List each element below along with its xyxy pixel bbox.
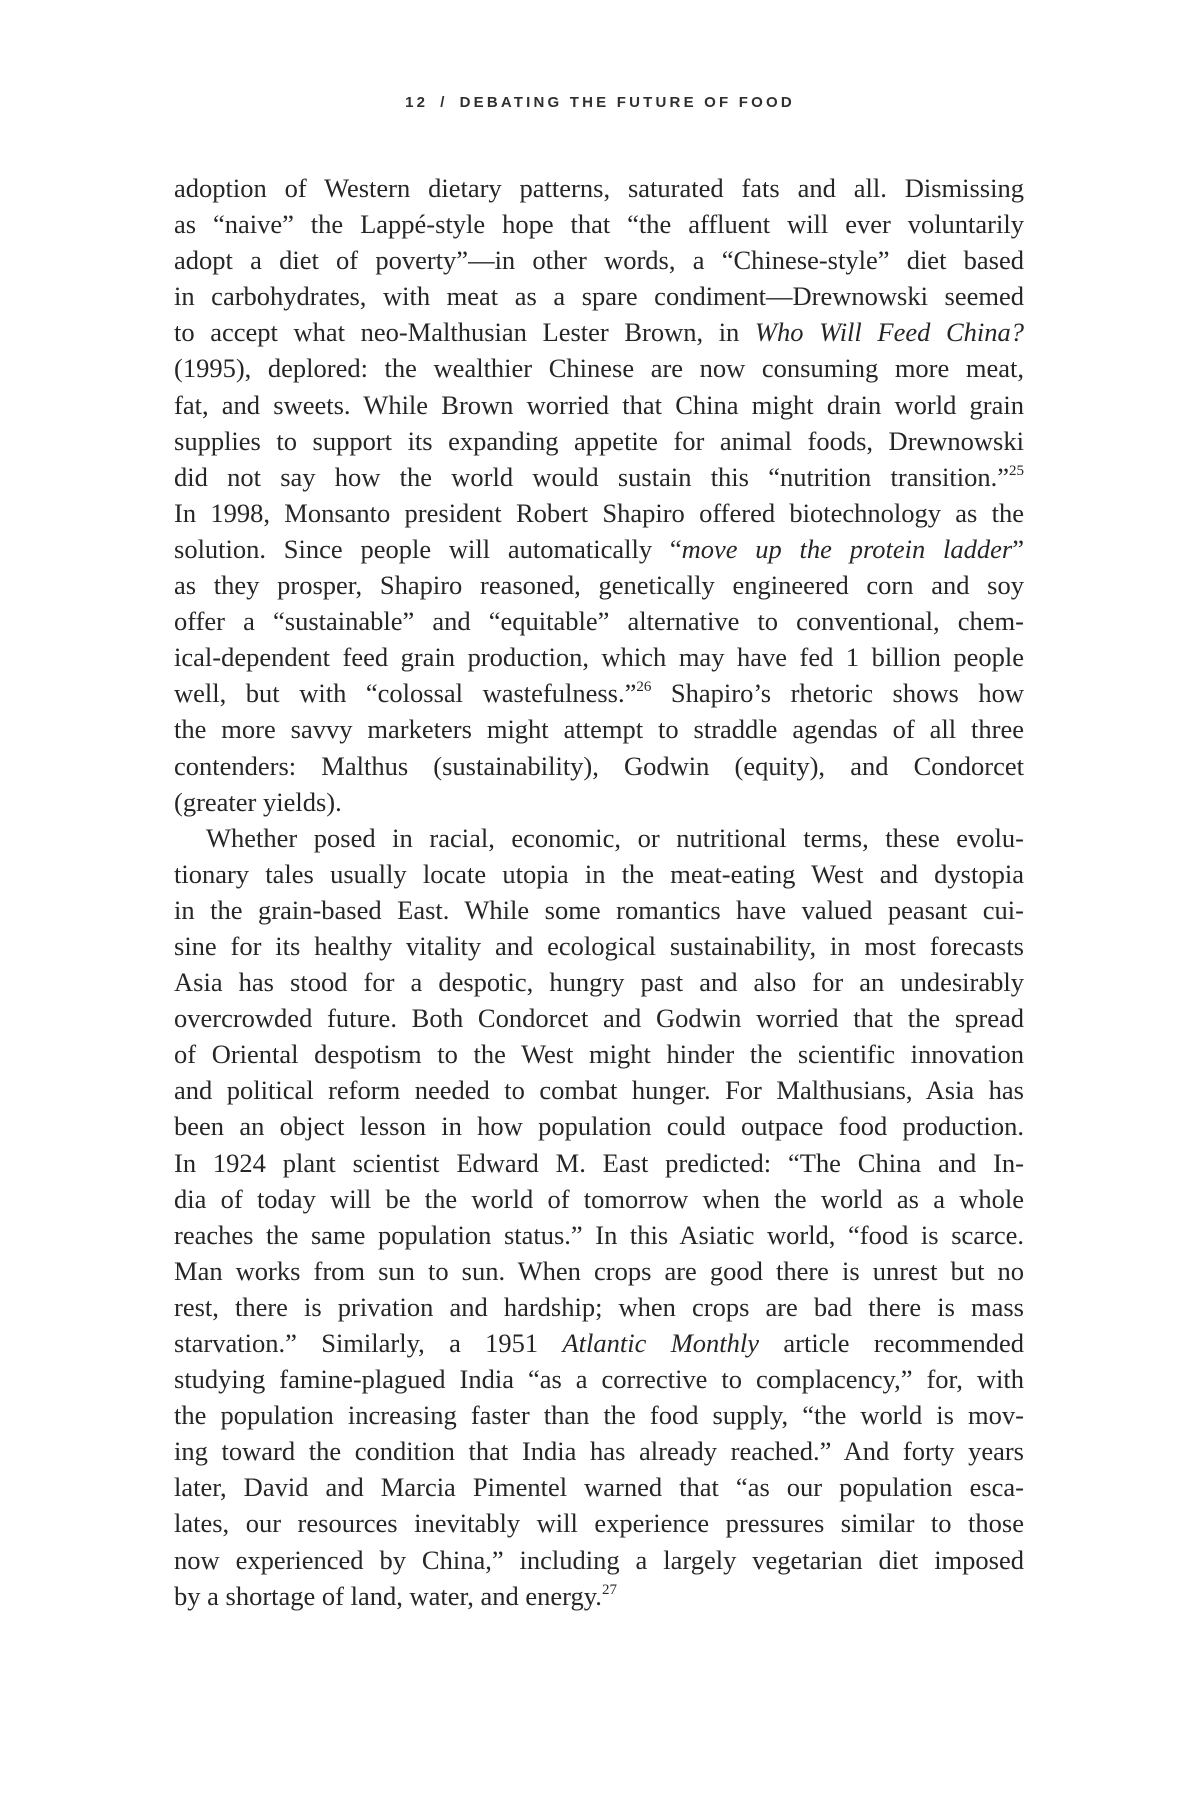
text-segment: in the grain-based East. While some romantics have valued peasant cui- (174, 894, 1024, 925)
text-line (174, 387, 1024, 423)
text-line (174, 928, 1024, 964)
text-segment: solution. Since people will automatically “ (174, 533, 682, 564)
text-segment: as they prosper, Shapiro reasoned, genetically engineered corn and soy (174, 570, 1024, 601)
text-line (174, 856, 1024, 892)
text-segment: offer a “sustainable” and “equitable” alternative to conventional, chem- (174, 606, 1024, 637)
text-segment: the population increasing faster than the food supply, “the world is mov- (174, 1400, 1024, 1431)
text-line (174, 820, 1024, 856)
italic-text: Atlantic Monthly (562, 1328, 760, 1358)
footnote-ref: 27 (601, 1581, 617, 1598)
text-line (174, 603, 1024, 639)
text-line (174, 1469, 1024, 1505)
running-head (0, 94, 1200, 111)
text-segment: (1995), deplored: the wealthier Chinese are now consuming more meat, (174, 353, 1024, 384)
text-line (174, 1181, 1024, 1217)
text-line (174, 1000, 1024, 1036)
text-line (174, 567, 1024, 603)
text-segment: Asia has stood for a despotic, hungry past and also for an undesirably (174, 967, 1024, 998)
text-line (174, 242, 1024, 278)
text-line (174, 1578, 1024, 1614)
text-segment: adopt a diet of poverty”—in other words, a “Chinese-style” diet based (174, 245, 1024, 276)
footnote-ref: 25 (1009, 462, 1024, 479)
italic-text: move up the protein ladder (681, 533, 1013, 564)
text-segment: reaches the same population status.” In this Asiatic world, “food is scarce. (174, 1219, 1024, 1250)
text-line (174, 1108, 1024, 1144)
text-segment: Shapiro’s rhetoric shows how (651, 678, 1024, 709)
text-segment: tionary tales usually locate utopia in the meat-eating West and dystopia (174, 858, 1024, 889)
text-segment: overcrowded future. Both Condorcet and Godwin worried that the spread (174, 1003, 1024, 1034)
text-line (174, 1505, 1024, 1541)
text-segment: did not say how the world would sustain this “nutrition transition.” (174, 461, 1009, 492)
italic-text: Who Will Feed China? (754, 317, 1024, 348)
text-segment: adoption of Western dietary patterns, saturated fats and all. Dismissing (174, 173, 1024, 203)
text-line (174, 1325, 1024, 1361)
footnote-ref: 26 (636, 679, 652, 696)
text-segment: lates, our resources inevitably will experience pressures similar to those (174, 1508, 1024, 1539)
text-line (174, 1145, 1024, 1181)
text-segment: by a shortage of land, water, and energy. (174, 1580, 602, 1611)
text-line (174, 711, 1024, 747)
text-line (174, 278, 1024, 314)
text-line (174, 495, 1024, 531)
text-segment: ical-dependent feed grain production, which may have fed 1 billion people (174, 642, 1024, 673)
text-line (174, 531, 1024, 567)
text-segment: well, but with “colossal wastefulness.” (174, 678, 637, 709)
text-segment: sine for its healthy vitality and ecological sustainability, in most forecasts (174, 930, 1024, 961)
text-segment: fat, and sweets. While Brown worried that China might drain world grain (174, 389, 1024, 420)
running-head-title: DEBATING THE FUTURE OF FOOD (459, 94, 795, 111)
text-line (174, 1542, 1024, 1578)
text-segment: as “naive” the Lappé-style hope that “the affluent will ever voluntarily (174, 209, 1024, 240)
text-line (174, 1397, 1024, 1433)
text-line (174, 1072, 1024, 1108)
text-line (174, 1433, 1024, 1469)
text-segment: studying famine-plagued India “as a corrective to complacency,” for, with (174, 1364, 1024, 1395)
text-segment: Whether posed in racial, economic, or nutritional terms, these evolu- (206, 822, 1024, 853)
text-line (174, 964, 1024, 1000)
text-line (174, 1253, 1024, 1289)
text-segment: the more savvy marketers might attempt to straddle agendas of all three (174, 714, 1024, 745)
text-line (174, 350, 1024, 386)
text-segment: now experienced by China,” including a largely vegetarian diet imposed (174, 1544, 1024, 1575)
text-line (174, 1361, 1024, 1397)
text-line (174, 423, 1024, 459)
text-segment: later, David and Marcia Pimentel warned that “as our population esca- (174, 1472, 1024, 1503)
text-segment: (greater yields). (174, 786, 342, 817)
text-segment: article recommended (759, 1328, 1024, 1358)
running-head-separator: / (440, 94, 448, 111)
text-segment: ” (1012, 533, 1024, 564)
text-line (174, 1289, 1024, 1325)
text-segment: and political reform needed to combat hunger. For Malthusians, Asia has (174, 1075, 1024, 1106)
text-segment: In 1924 plant scientist Edward M. East predicted: “The China and In- (174, 1147, 1024, 1178)
body-text (174, 170, 1024, 1614)
text-segment: starvation.” Similarly, a 1951 (174, 1328, 563, 1358)
text-line (174, 314, 1024, 350)
text-line (174, 675, 1024, 711)
text-segment: In 1998, Monsanto president Robert Shapiro offered biotechnology as the (174, 497, 1024, 528)
text-line (174, 892, 1024, 928)
text-line (174, 459, 1024, 495)
text-segment: been an object lesson in how population could outpace food production. (174, 1111, 1024, 1142)
text-segment: to accept what neo-Malthusian Lester Brown, in (174, 317, 755, 348)
text-segment: ing toward the condition that India has already reached.” And forty years (174, 1436, 1024, 1467)
text-segment: rest, there is privation and hardship; when crops are bad there is mass (174, 1291, 1024, 1322)
text-line (174, 1036, 1024, 1072)
text-segment: dia of today will be the world of tomorrow when the world as a whole (174, 1183, 1024, 1214)
page-number: 12 (405, 94, 429, 111)
text-segment: of Oriental despotism to the West might hinder the scientific innovation (174, 1039, 1024, 1070)
text-line (174, 1217, 1024, 1253)
text-segment: Man works from sun to sun. When crops are good there is unrest but no (174, 1255, 1024, 1286)
text-line (174, 748, 1024, 784)
text-segment: contenders: Malthus (sustainability), Godwin (equity), and Condorcet (174, 750, 1024, 781)
text-line (174, 639, 1024, 675)
text-line (174, 170, 1024, 206)
text-line (174, 206, 1024, 242)
text-line (174, 784, 1024, 820)
text-segment: supplies to support its expanding appetite for animal foods, Drewnowski (174, 425, 1024, 456)
text-segment: in carbohydrates, with meat as a spare condiment—Drewnowski seemed (174, 281, 1024, 312)
